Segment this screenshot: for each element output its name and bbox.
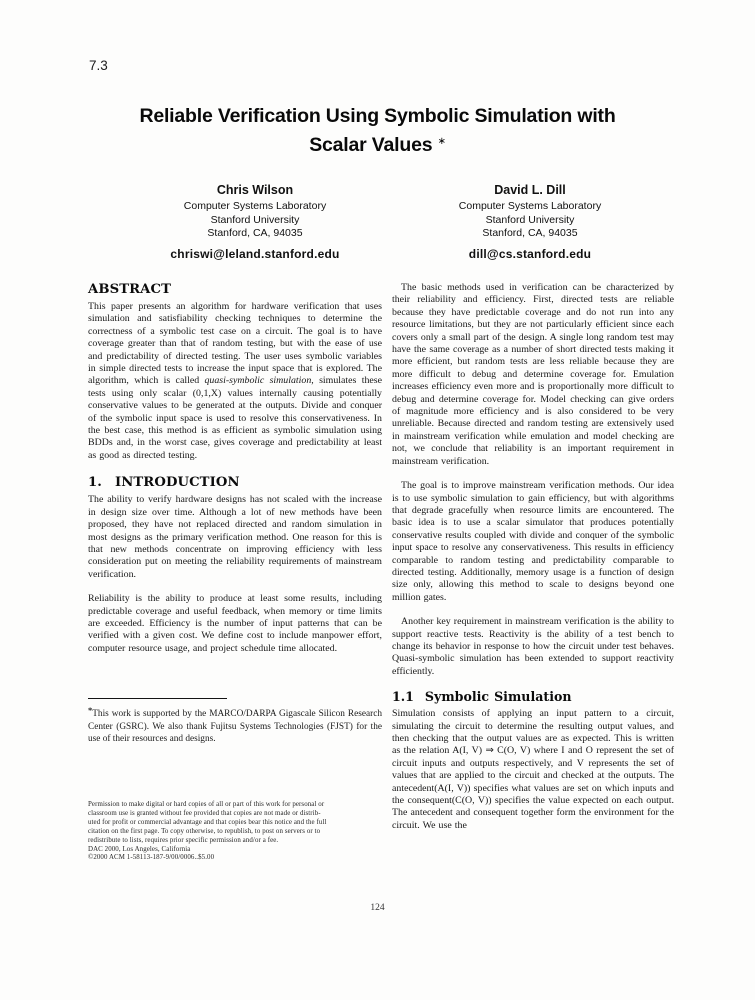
left-column	[88, 282, 382, 655]
paper-title-line1: Reliable Verification Using Symbolic Simulation with	[139, 105, 616, 127]
footnote-marker: *	[88, 705, 93, 715]
title-footnote-marker: ∗	[437, 136, 446, 147]
footnote-text: *This work is supported by the MARCO/DARPA Gigascale Silicon Research Center (GSRC). We also thank Fujitsu Systems Technologies (FJST) for the use of their resources and designs.	[88, 705, 382, 745]
body-paragraph-1: The basic methods used in verification can be characterized by their reliability and efficiency. First, directed tests are reliable because they have predictable coverage and do not run into any resource limitations, but they are not particularly efficient since each covers only a small part of the design. A single long random test may have the same coverage as a number of short directed tests making it more efficient, but random tests are less reliable because they are more difficult to debug and determine coverage for. Emulation increases efficiency even more and is proportionally more difficult to debug and determine coverage for. Model checking can give orders of magnitude more efficiency and is also considered to be very unreliable. Because directed and random testing are extensively used in mainstream verification while emulation and model checking are not, we conclude that reliability is an important requirement in mainstream verification.	[392, 282, 674, 467]
abstract-paragraph: This paper presents an algorithm for hardware verification that uses simulation and satisfiability checking techniques to determine the correctness of a symbolic test case on a circuit. The goal is to have coverage greater than that of random testing, but with the ease of use and predictability of directed testing. The user uses symbolic variables in simple directed tests to increase the input space that is explored. The algorithm, which is called quasi-symbolic simulation, simulates these tests using only scalar (0,1,X) values internally causing potentially conservative values to be generated at the outputs. Divide and conquer of the symbolic input space is used to resolve this conservativeness. In the best case, this method is as efficient as symbolic simulation using BDDs and, in the worst case, gives coverage and predictability at least as good as directed testing.	[88, 301, 383, 461]
author-affiliation-line: Stanford University	[485, 213, 575, 226]
abstract-heading: ABSTRACT	[88, 282, 172, 297]
subsection-paragraph: Simulation consists of applying an input pattern to a circuit, simulating the circuit to determine the resulting output values, and then checking that the output values are as expected. This is written as the relation A(I, V) ⇒ C(O, V) where I and O represent the set of circuit inputs and outputs respectively, and V represents the set of values that are applied to the circuit and checked at the outputs. The antecedent(A(I, V)) specifies what values are set on which inputs and the consequent(C(O, V)) specifies the value expected on each output. The antecedent and consequent together form the environment for the circuit. We use the	[392, 708, 674, 831]
author-affiliation-line: Computer Systems Laboratory	[458, 200, 602, 212]
body-paragraph-2: The goal is to improve mainstream verification methods. Our idea is to use symbolic simulation to gain efficiency, but with algorithms that degrade gracefully when resource limits are encountered. The basic idea is to use a scalar simulator that produces potentially conservative results coupled with divide and conquer of the symbolic input space to resolve any conservativeness. This results in efficiency comparable to random testing and predictability comparable to directed testing. Additionally, memory usage is a function of design size only, allowing this method to scale to designs beyond one million gates.	[392, 480, 674, 603]
section-title: INTRODUCTION	[114, 475, 240, 491]
page-number: 124	[370, 903, 385, 913]
copyright-line: classroom use is granted without fee provided that copies are not made or distrib-	[88, 809, 321, 817]
introduction-paragraph-2: Reliability is the ability to produce at least some results, including predictable coverage and useful feedback, when memory or time limits are exceeded. Efficiency is the number of input patterns that can be verified with a given cost. We define cost to include manpower effort, computer resource usage, and project schedule time allocated.	[88, 593, 382, 654]
author-affiliation-line: Stanford, CA, 94035	[207, 227, 303, 239]
paper-title-line2: Scalar Values ∗	[309, 134, 446, 156]
body-paragraph-3: Another key requirement in mainstream verification is the ability to support reactive tests. Reactivity is the ability of a test bench to change its behavior in response to how the circuit under test behaves. Quasi-symbolic simulation has been extended to support reactivity efficiently.	[392, 616, 674, 677]
author-email: chriswi@leland.stanford.edu	[170, 246, 340, 261]
author-block-david-dill	[390, 183, 670, 261]
introduction-paragraph-1: The ability to verify hardware designs has not scaled with the increase in design size over time. Although a lot of new methods have been proposed, they have not replaced directed and random simulation in most designs as the primary verification method. One reason for this is that new methods concentrate on improving efficiency with less consideration put on meeting the reliability requirements of mainstream verification.	[88, 494, 382, 580]
paper-title	[0, 103, 755, 158]
copyright-notice	[88, 801, 378, 863]
author-email: dill@cs.stanford.edu	[468, 246, 592, 261]
subsection-heading	[392, 690, 674, 704]
author-affiliation-line: Stanford, CA, 94035	[482, 227, 578, 239]
copyright-line: DAC 2000, Los Angeles, California	[88, 845, 191, 853]
abstract-italic-term: quasi-symbolic simulation	[204, 375, 312, 387]
author-name: Chris Wilson	[216, 183, 294, 197]
copyright-line: uted for profit or commercial advantage and that copies bear this notice and the full	[88, 818, 327, 826]
introduction-heading	[88, 475, 382, 490]
section-number: 1.	[88, 475, 102, 491]
author-affiliation-line: Stanford University	[210, 213, 300, 226]
right-column	[392, 282, 674, 832]
copyright-line: ©2000 ACM 1-58113-187-9/00/0006..$5.00	[88, 854, 215, 862]
copyright-line: citation on the first page. To copy otherwise, to republish, to post on servers or to	[88, 827, 321, 835]
author-block-chris-wilson	[115, 183, 395, 261]
copyright-line: Permission to make digital or hard copies of all or part of this work for personal or	[88, 801, 325, 808]
title-footnote	[88, 698, 382, 746]
copyright-line: redistribute to lists, requires prior specific permission and/or a fee.	[88, 836, 279, 844]
author-affiliation-line: Computer Systems Laboratory	[183, 200, 327, 212]
session-number: 7.3	[89, 58, 108, 73]
author-name: David L. Dill	[494, 183, 566, 197]
subsection-number: 1.1	[392, 689, 414, 705]
footnote-rule	[88, 698, 227, 699]
subsection-title: Symbolic Simulation	[424, 689, 572, 705]
